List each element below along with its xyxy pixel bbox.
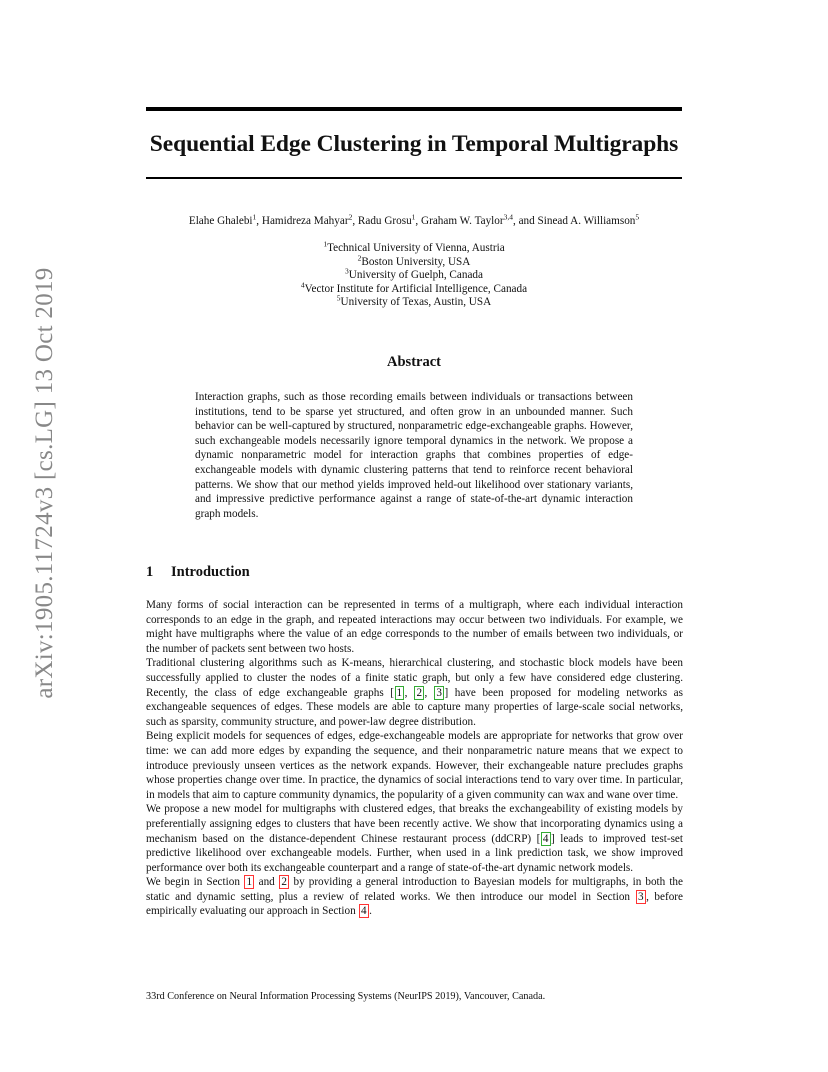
body-paragraph: We propose a new model for multigraphs with clustered edges, that breaks the exchangeability of existing models by preferentially assigning edges to clusters that have been recently active. We show that incorporating dynamics using a mechanism based on the distance-dependent Chinese restaurant process (ddCRP) [ 4 ] leads to improved test-set predictive likelihood over exchangeable models. Further, when used in a link prediction task, we show improved performance over both its exchangeable counterpart and a range of state-of-the-art dynamic network models. bbox=[146, 803, 684, 874]
author-affiliation-mark: 2 bbox=[348, 212, 353, 222]
body-paragraph: Traditional clustering algorithms such as K-means, hierarchical clustering, and stochastic block models have been successfully applied to cluster the nodes of a finite static graph, but only a few have considered edge clustering. Recently, the class of edge exchangeable graphs [ 1 , 2 , 3 ] have been proposed for modeling networks as exchangeable sequences of edges. These models are able to capture many properties of large-scale social networks, such as sparsity, community structure, and power-law degree distribution. bbox=[146, 657, 684, 728]
affiliation-name: University of Texas, Austin, USA bbox=[340, 296, 492, 309]
section-number: 1 bbox=[146, 564, 154, 580]
affiliation-line bbox=[146, 280, 682, 297]
affiliation-line bbox=[146, 266, 682, 283]
affiliation-number: 3 bbox=[345, 266, 349, 276]
author-list: Elahe Ghalebi$^1$, Hamidreza Mahyar$^2$, Radu Grosu$^1$, Graham W. Taylor$^{3,4}$, and Sinead A. Williamson$^5$ bbox=[188, 212, 640, 227]
section-ref-link[interactable]: 1 bbox=[246, 876, 253, 889]
abstract-heading: Abstract bbox=[387, 354, 441, 370]
introduction-body bbox=[146, 598, 683, 919]
section-ref-link[interactable]: 2 bbox=[281, 876, 287, 889]
citation-link[interactable]: 2 bbox=[416, 686, 423, 699]
affiliation-number: 4 bbox=[300, 280, 305, 290]
body-paragraph: Being explicit models for sequences of edges, edge-exchangeable models are appropriate for networks that grow over time: we can add more edges by expanding the sequence, and their nonparametric nature means that we expect to introduce previously unseen vertices as the network expands. However, their exchangeable nature precludes graphs whose properties change over time. In practice, the dynamics of social interactions tend to vary over time. In particular, in models that aim to capture community dynamics, the popularity of a given community can wax and wane over time. bbox=[146, 730, 683, 801]
affiliation-name: Technical University of Vienna, Austria bbox=[327, 242, 505, 254]
body-paragraph: We begin in Section 1 and 2 by providing a general introduction to Bayesian models for multigraphs, in both the static and dynamic setting, plus a review of related works. We then introduce our model in Section 3 , before empirically evaluating our approach in Section 4 . bbox=[146, 876, 683, 918]
section-heading bbox=[146, 564, 250, 581]
affiliation-line bbox=[146, 252, 682, 270]
author-name: Sinead A. Williamson bbox=[537, 215, 636, 227]
affiliation-number: 1 bbox=[323, 239, 328, 249]
affiliation-line bbox=[146, 239, 682, 256]
citation-link[interactable]: 3 bbox=[436, 686, 442, 699]
author-affiliation-mark: 5 bbox=[635, 212, 640, 222]
abstract-paragraph: Interaction graphs, such as those recording emails between individuals or transactions between institutions, tend to be sparse yet structured, and often grow in an unbounded manner. Such behavior can be well-captured by structured, nonparametric edge-exchangeable graphs. However, such exchangeable models necessarily ignore temporal dynamics in the network. We propose a dynamic nonparametric model for interaction graphs that combines properties of edge-exchangeable models with dynamic clustering patterns that tend to reinforce recent behavioral patterns. We show that our method yields improved held-out likelihood over stationary variants, and impressive predictive performance against a range of state-of-the-art dynamic interaction graph models. bbox=[195, 391, 633, 520]
citation-link[interactable]: 4 bbox=[542, 832, 549, 845]
section-ref-link[interactable]: 4 bbox=[361, 905, 367, 918]
arxiv-stamp: arXiv:1905.11724v3 [cs.LG] 13 Oct 2019 bbox=[31, 267, 58, 699]
affiliation-line bbox=[146, 293, 682, 310]
section-ref-link[interactable]: 3 bbox=[638, 890, 644, 903]
affiliation-number: 2 bbox=[357, 252, 362, 262]
author-name: Graham W. Taylor bbox=[421, 215, 504, 227]
citation-link[interactable]: 1 bbox=[396, 686, 403, 699]
author-name: Elahe Ghalebi bbox=[188, 215, 253, 227]
author-name: Radu Grosu bbox=[357, 215, 412, 227]
affiliation-number: 5 bbox=[336, 293, 341, 303]
section-title: Introduction bbox=[171, 564, 250, 580]
affiliation-name: Boston University, USA bbox=[361, 255, 471, 268]
author-affiliation-mark: 3,4 bbox=[503, 212, 513, 222]
body-paragraph: Many forms of social interaction can be represented in terms of a multigraph, where each individual interaction corresponds to an edge in the graph, and repeated interactions may occur between two individuals. For example, we might have multigraphs where the value of an edge corresponds to the number of emails between two individuals, or the number of packets sent between two hosts. bbox=[146, 599, 683, 655]
title-top-rule bbox=[146, 107, 682, 111]
author-affiliation-mark: 1 bbox=[411, 212, 416, 222]
affiliation-name: Vector Institute for Artificial Intelligence, Canada bbox=[304, 282, 528, 295]
conference-footnote: 33rd Conference on Neural Information Processing Systems (NeurIPS 2019), Vancouver, Canada. bbox=[146, 991, 546, 1002]
author-name: Hamidreza Mahyar bbox=[261, 215, 349, 227]
abstract-text bbox=[195, 390, 633, 521]
affiliation-list bbox=[146, 239, 682, 310]
affiliation-name: University of Guelph, Canada bbox=[348, 269, 483, 282]
paper-title: Sequential Edge Clustering in Temporal Multigraphs bbox=[149, 131, 679, 157]
author-affiliation-mark: 1 bbox=[252, 212, 257, 222]
title-bottom-rule bbox=[146, 177, 682, 179]
